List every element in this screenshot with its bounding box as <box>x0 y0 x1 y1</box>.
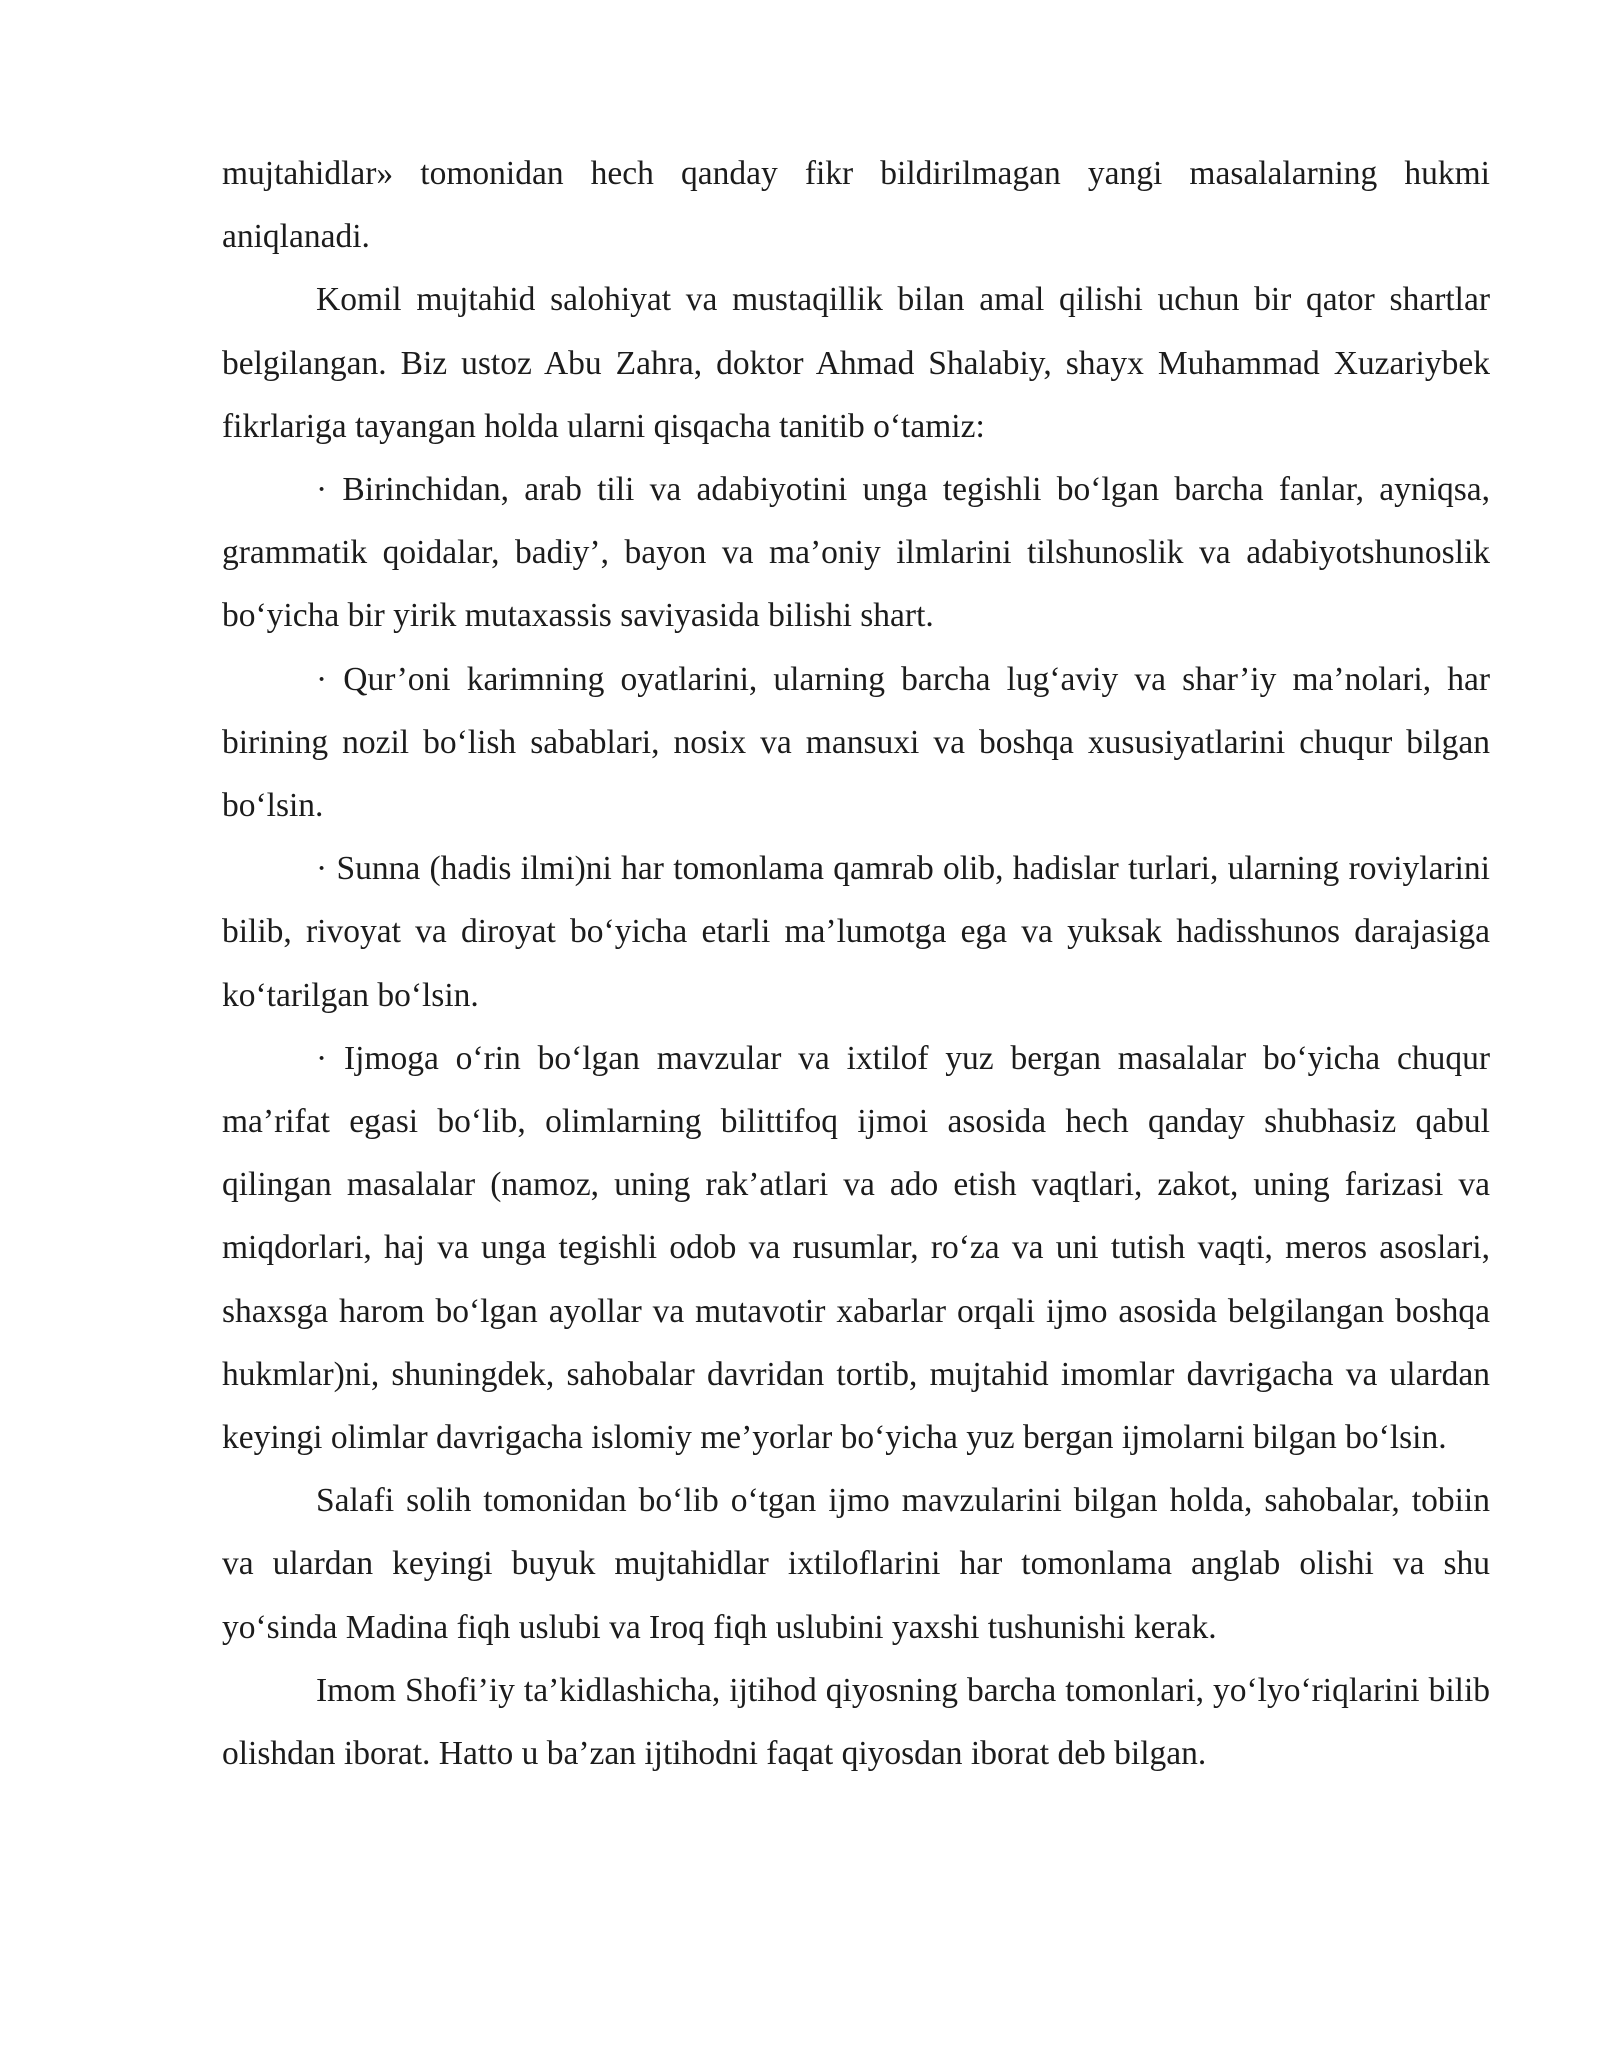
paragraph-continuation: mujtahidlar» tomonidan hech qanday fikr bildirilmagan yangi masalalarning hukmi aniqlanadi. <box>222 155 1490 256</box>
paragraph-salafi-solih: Salafi solih tomonidan bo‘lib o‘tgan ijmo mavzularini bilgan holda, sahobalar, tobiin va ulardan keyingi buyuk mujtahidlar ixtiloflarini har tomonlama anglab olishi va shu yo‘sinda Madina fiqh uslubi va Iroq fiqh uslubini yaxshi tushunishi kerak. <box>222 1482 1490 1646</box>
list-item-arabic-language: · Birinchidan, arab tili va adabiyotini unga tegishli bo‘lgan barcha fanlar, ayniqsa, grammatik qoidalar, badiy’, bayon va ma’oniy ilmlarini tilshunoslik va adabiyotshunoslik bo‘yicha bir yirik mutaxassis saviyasida bilishi shart. <box>222 471 1490 635</box>
paragraph-conditions-intro: Komil mujtahid salohiyat va mustaqillik bilan amal qilishi uchun bir qator shartlar belgilangan. Biz ustoz Abu Zahra, doktor Ahmad Shalabiy, shayx Muhammad Xuzariybek fikrlariga tayangan holda ularni qisqacha tanitib o‘tamiz: <box>222 281 1490 445</box>
list-item-sunna: · Sunna (hadis ilmi)ni har tomonlama qamrab olib, hadislar turlari, ularning roviylarini bilib, rivoyat va diroyat bo‘yicha etarli ma’lumotga ega va yuksak hadisshunos darajasiga ko‘tarilgan bo‘lsin. <box>222 850 1490 1014</box>
list-item-quran: · Qur’oni karimning oyatlarini, ularning barcha lug‘aviy va shar’iy ma’nolari, har birining nozil bo‘lish sabablari, nosix va mansuxi va boshqa xususiyatlarini chuqur bilgan bo‘lsin. <box>222 660 1490 825</box>
document-body <box>222 142 1490 1785</box>
list-item-ijmo: · Ijmoga o‘rin bo‘lgan mavzular va ixtilof yuz bergan masalalar bo‘yicha chuqur ma’rifat egasi bo‘lib, olimlarning bilittifoq ijmoi asosida hech qanday shubhasiz qabul qilingan masalalar (namoz, uning rak’atlari va ado etish vaqtlari, zakot, uning farizasi va miqdorlari, haj va unga tegishli odob va rusumlar, ro‘za va uni tutish vaqti, meros asoslari, shaxsga harom bo‘lgan ayollar va mutavotir xabarlar orqali ijmo asosida belgilangan boshqa hukmlar)ni, shuningdek, sahobalar davridan tortib, mujtahid imomlar davrigacha va ulardan keyingi olimlar davrigacha islomiy me’yorlar bo‘yicha yuz bergan ijmolarni bilgan bo‘lsin. <box>222 1039 1490 1457</box>
paragraph-imom-shofiiy: Imom Shofi’iy ta’kidlashicha, ijtihod qiyosning barcha tomonlari, yo‘lyo‘riqlarini bilib olishdan iborat. Hatto u ba’zan ijtihodni faqat qiyosdan iborat deb bilgan. <box>222 1671 1490 1773</box>
